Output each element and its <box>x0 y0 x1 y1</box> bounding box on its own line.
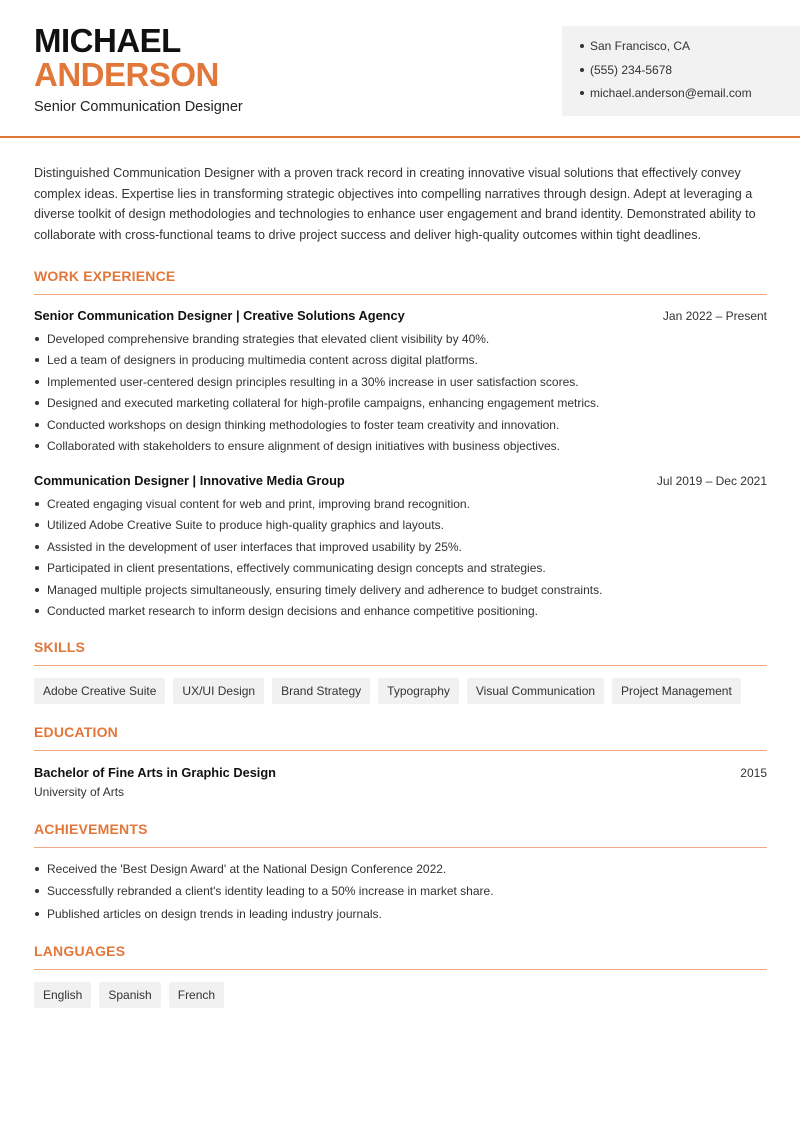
work-experience-section <box>34 268 767 625</box>
resume-header <box>0 0 800 138</box>
education-header <box>34 765 767 780</box>
job-entry <box>34 473 767 625</box>
list-item: Implemented user-centered design principles resulting in a 30% increase in user satisfaction scores. <box>34 374 767 396</box>
list-item: Published articles on design trends in leading industry journals. <box>34 906 767 929</box>
list-item: Conducted market research to inform design decisions and enhance competitive positioning. <box>34 603 767 625</box>
candidate-name <box>34 24 219 92</box>
list-item: Developed comprehensive branding strategies that elevated client visibility by 40%. <box>34 331 767 353</box>
contact-box <box>562 26 800 116</box>
language-chip: English <box>34 982 91 1008</box>
resume-body <box>34 163 767 1008</box>
list-item: Assisted in the development of user interfaces that improved usability by 25%. <box>34 539 767 561</box>
language-chip: Spanish <box>99 982 160 1008</box>
list-item: Participated in client presentations, effectively communicating design concepts and strategies. <box>34 560 767 582</box>
contact-list <box>580 37 800 108</box>
list-item: Received the 'Best Design Award' at the National Design Conference 2022. <box>34 861 767 884</box>
language-chip: French <box>169 982 224 1008</box>
language-chips <box>34 982 767 1008</box>
achievement-list <box>34 861 767 929</box>
last-name: ANDERSON <box>34 56 219 93</box>
skills-section <box>34 639 767 704</box>
section-heading: SKILLS <box>34 639 767 666</box>
skill-chip: UX/UI Design <box>173 678 264 704</box>
section-heading: EDUCATION <box>34 724 767 751</box>
job-role: Senior Communication Designer | Creative Solutions Agency <box>34 307 405 323</box>
education-section <box>34 724 767 799</box>
contact-phone: (555) 234-5678 <box>580 61 800 85</box>
graduation-year: 2015 <box>740 765 767 780</box>
school-name: University of Arts <box>34 784 125 799</box>
section-heading: WORK EXPERIENCE <box>34 268 767 295</box>
achievements-section <box>34 821 767 929</box>
list-item: Successfully rebranded a client's identity leading to a 50% increase in market share. <box>34 883 767 906</box>
candidate-title: Senior Communication Designer <box>34 99 243 115</box>
job-date: Jan 2022 – Present <box>662 308 767 323</box>
skill-chip: Visual Communication <box>467 678 604 704</box>
skill-chip: Project Management <box>612 678 741 704</box>
list-item: Collaborated with stakeholders to ensure alignment of design initiatives with business objectives. <box>34 438 767 460</box>
job-header <box>34 473 767 488</box>
job-entry <box>34 308 767 460</box>
job-role: Communication Designer | Innovative Media Group <box>34 472 345 488</box>
first-name: MICHAEL <box>34 22 181 59</box>
section-heading: LANGUAGES <box>34 943 767 970</box>
contact-email: michael.anderson@email.com <box>580 84 800 108</box>
list-item: Managed multiple projects simultaneously, ensuring timely delivery and adherence to budget constraints. <box>34 582 767 604</box>
professional-summary: Distinguished Communication Designer with a proven track record in creating innovative visual solutions that effectively convey complex ideas. Expertise lies in transforming strategic objectives into compelling narratives through design. Adept at leveraging a diverse toolkit of design methodologies and technologies to enhance user engagement and brand identity. Demonstrated ability to collaborate with cross-functional teams to drive project success and deliver high-quality outcomes within tight deadlines. <box>34 166 756 243</box>
skill-chip: Adobe Creative Suite <box>34 678 165 704</box>
job-bullets <box>34 496 767 625</box>
skill-chip: Brand Strategy <box>272 678 370 704</box>
languages-section <box>34 943 767 1008</box>
list-item: Led a team of designers in producing multimedia content across digital platforms. <box>34 352 767 374</box>
contact-location: San Francisco, CA <box>580 37 800 61</box>
section-heading: ACHIEVEMENTS <box>34 821 767 848</box>
skill-chip: Typography <box>378 678 459 704</box>
job-date: Jul 2019 – Dec 2021 <box>656 473 767 488</box>
list-item: Conducted workshops on design thinking methodologies to foster team creativity and innovation. <box>34 417 767 439</box>
job-bullets <box>34 331 767 460</box>
list-item: Utilized Adobe Creative Suite to produce high-quality graphics and layouts. <box>34 517 767 539</box>
job-header <box>34 308 767 323</box>
list-item: Created engaging visual content for web and print, improving brand recognition. <box>34 496 767 518</box>
degree: Bachelor of Fine Arts in Graphic Design <box>34 764 276 780</box>
list-item: Designed and executed marketing collateral for high-profile campaigns, enhancing engagement metrics. <box>34 395 767 417</box>
skill-chips <box>34 678 767 704</box>
